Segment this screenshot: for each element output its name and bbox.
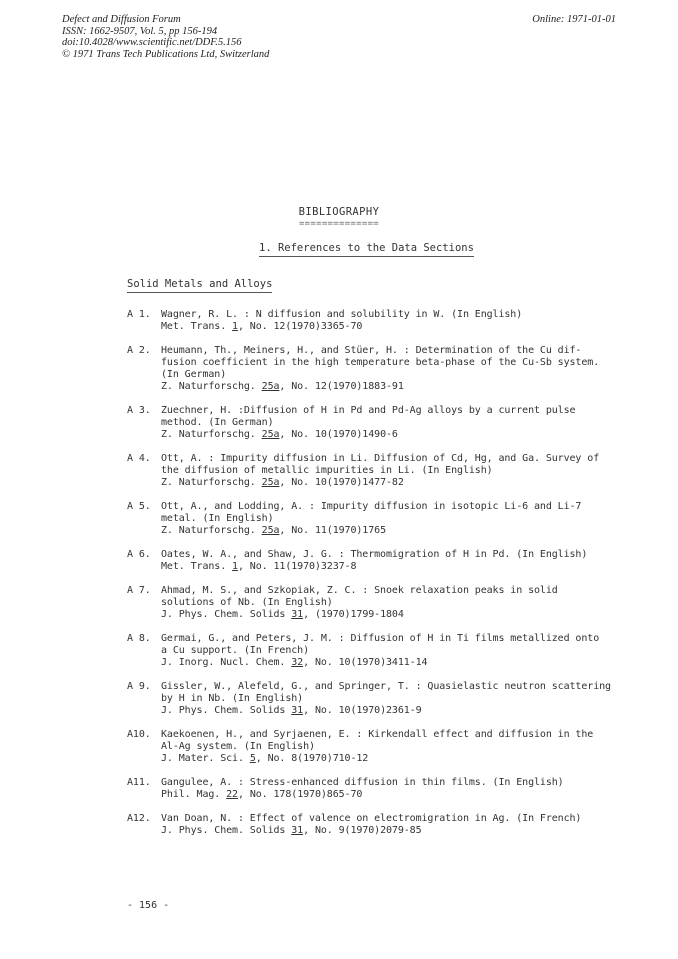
entry-text-line: fusion coefficient in the high temperature beta-phase of the Cu-Sb system. bbox=[161, 357, 600, 368]
entry-number: A 2. bbox=[127, 345, 151, 356]
reference-entry bbox=[127, 681, 611, 717]
entry-text-line: Wagner, R. L. : N diffusion and solubility in W. (In English) bbox=[161, 309, 523, 320]
copyright-line: © 1971 Trans Tech Publications Ltd, Switzerland bbox=[62, 48, 270, 60]
citation-journal: Z. Naturforschg. bbox=[161, 429, 262, 440]
entry-citation bbox=[161, 429, 607, 441]
entry-text-line: Gangulee, A. : Stress-enhanced diffusion in thin films. (In English) bbox=[161, 777, 564, 788]
citation-issue-pages: , No. 10(1970)3411-14 bbox=[303, 657, 428, 668]
journal-name: Defect and Diffusion Forum bbox=[62, 14, 181, 25]
entry-number: A12. bbox=[127, 813, 151, 824]
reference-entry bbox=[127, 633, 607, 669]
entry-citation bbox=[161, 657, 607, 669]
entry-text-line: by H in Nb. (In English) bbox=[161, 693, 304, 704]
citation-issue-pages: , No. 8(1970)710-12 bbox=[255, 753, 369, 764]
entry-citation bbox=[161, 525, 607, 537]
entry-text-line: Heumann, Th., Meiners, H., and Stüer, H. : Determination of the Cu dif- bbox=[161, 345, 582, 356]
entry-number: A10. bbox=[127, 729, 151, 740]
entry-number: A 5. bbox=[127, 501, 151, 512]
citation-volume: 31 bbox=[291, 705, 304, 716]
citation-journal: Z. Naturforschg. bbox=[161, 525, 262, 536]
entry-body bbox=[161, 309, 607, 333]
citation-volume: 25a bbox=[261, 477, 280, 488]
entry-number: A 7. bbox=[127, 585, 151, 596]
reference-entry bbox=[127, 345, 607, 393]
citation-volume: 32 bbox=[291, 657, 304, 668]
entry-citation bbox=[161, 789, 607, 801]
entry-citation bbox=[161, 609, 607, 621]
citation-volume: 5 bbox=[249, 753, 256, 764]
citation-issue-pages: , No. 9(1970)2079-85 bbox=[303, 825, 422, 836]
page-title: BIBLIOGRAPHY bbox=[298, 206, 380, 218]
entry-text-line: metal. (In English) bbox=[161, 513, 274, 524]
citation-issue-pages: , (1970)1799-1804 bbox=[303, 609, 404, 620]
entry-number: A 4. bbox=[127, 453, 151, 464]
entry-citation bbox=[161, 381, 607, 393]
entry-text-line: Van Doan, N. : Effect of valence on electromigration in Ag. (In French) bbox=[161, 813, 582, 824]
section-heading: 1. References to the Data Sections bbox=[259, 242, 474, 257]
citation-journal: J. Phys. Chem. Solids bbox=[161, 705, 292, 716]
entry-text-line: Ahmad, M. S., and Szkopiak, Z. C. : Snoek relaxation peaks in solid bbox=[161, 585, 558, 596]
reference-list bbox=[127, 309, 611, 849]
citation-issue-pages: , No. 11(1970)3237-8 bbox=[237, 561, 357, 572]
citation-issue-pages: , No. 12(1970)1883-91 bbox=[279, 381, 404, 392]
entry-body bbox=[161, 345, 607, 393]
entry-citation bbox=[161, 561, 607, 573]
entry-citation bbox=[161, 753, 607, 765]
citation-journal: Z. Naturforschg. bbox=[161, 477, 262, 488]
citation-journal: Met. Trans. bbox=[161, 321, 233, 332]
citation-volume: 25a bbox=[261, 429, 280, 440]
citation-journal: J. Phys. Chem. Solids bbox=[161, 609, 292, 620]
citation-volume: 31 bbox=[291, 609, 304, 620]
citation-volume: 1 bbox=[232, 561, 238, 572]
entry-text-line: (In German) bbox=[161, 369, 227, 380]
entry-text-line: Zuechner, H. :Diffusion of H in Pd and Pd-Ag alloys by a current pulse bbox=[161, 405, 576, 416]
entry-number: A 8. bbox=[127, 633, 151, 644]
entry-citation bbox=[161, 705, 607, 717]
title-underline: ============== bbox=[298, 219, 380, 229]
entry-text-line: Gissler, W., Alefeld, G., and Springer, T. : Quasielastic neutron scattering bbox=[161, 681, 611, 692]
journal-header bbox=[62, 14, 269, 60]
entry-text-line: Ott, A., and Lodding, A. : Impurity diffusion in isotopic Li-6 and Li-7 bbox=[161, 501, 582, 512]
entry-number: A 6. bbox=[127, 549, 151, 560]
reference-entry bbox=[127, 585, 607, 621]
citation-journal: Z. Naturforschg. bbox=[161, 381, 262, 392]
entry-text-line: a Cu support. (In French) bbox=[161, 645, 310, 656]
entry-text-line: Kaekoenen, H., and Syrjaenen, E. : Kirkendall effect and diffusion in the bbox=[161, 729, 594, 740]
citation-volume: 1 bbox=[232, 321, 238, 332]
reference-entry bbox=[127, 729, 607, 765]
doi-link[interactable]: doi:10.4028/www.scientific.net/DDF.5.156 bbox=[62, 37, 242, 48]
online-date: Online: 1971-01-01 bbox=[532, 14, 616, 25]
citation-volume: 31 bbox=[291, 825, 304, 836]
entry-citation bbox=[161, 477, 607, 489]
entry-body bbox=[161, 549, 607, 573]
entry-text-line: Al-Ag system. (In English) bbox=[161, 741, 315, 752]
entry-body bbox=[161, 405, 607, 441]
reference-entry bbox=[127, 309, 607, 333]
entry-citation bbox=[161, 825, 607, 837]
citation-journal: Met. Trans. bbox=[161, 561, 233, 572]
entry-text-line: Oates, W. A., and Shaw, J. G. : Thermomigration of H in Pd. (In English) bbox=[161, 549, 588, 560]
citation-volume: 22 bbox=[226, 789, 238, 800]
citation-volume: 25a bbox=[261, 525, 280, 536]
reference-entry bbox=[127, 777, 607, 801]
entry-body bbox=[161, 813, 607, 837]
citation-issue-pages: , No. 178(1970)865-70 bbox=[237, 789, 363, 800]
entry-text-line: method. (In German) bbox=[161, 417, 274, 428]
entry-number: A 9. bbox=[127, 681, 151, 692]
entry-body bbox=[161, 453, 607, 489]
entry-text-line: Germai, G., and Peters, J. M. : Diffusion of H in Ti films metallized onto bbox=[161, 633, 600, 644]
entry-text-line: Ott, A. : Impurity diffusion in Li. Diffusion of Cd, Hg, and Ga. Survey of bbox=[161, 453, 600, 464]
citation-issue-pages: , No. 10(1970)2361-9 bbox=[303, 705, 422, 716]
entry-body bbox=[161, 681, 611, 717]
entry-number: A 3. bbox=[127, 405, 151, 416]
citation-journal: J. Phys. Chem. Solids bbox=[161, 825, 292, 836]
reference-entry bbox=[127, 453, 607, 489]
citation-journal: J. Inorg. Nucl. Chem. bbox=[161, 657, 292, 668]
reference-entry bbox=[127, 813, 607, 837]
entry-text-line: the diffusion of metallic impurities in Li. (In English) bbox=[161, 465, 493, 476]
citation-issue-pages: , No. 10(1970)1477-82 bbox=[279, 477, 404, 488]
entry-body bbox=[161, 729, 607, 765]
subsection-heading: Solid Metals and Alloys bbox=[127, 278, 272, 293]
entry-text-line: solutions of Nb. (In English) bbox=[161, 597, 333, 608]
reference-entry bbox=[127, 549, 607, 573]
issn-line: ISSN: 1662-9507, Vol. 5, pp 156-194 bbox=[62, 25, 218, 37]
citation-issue-pages: , No. 11(1970)1765 bbox=[279, 525, 386, 536]
citation-issue-pages: , No. 12(1970)3365-70 bbox=[237, 321, 363, 332]
citation-journal: Phil. Mag. bbox=[161, 789, 227, 800]
citation-issue-pages: , No. 10(1970)1490-6 bbox=[279, 429, 398, 440]
citation-volume: 25a bbox=[261, 381, 280, 392]
page-number: - 156 - bbox=[127, 900, 170, 911]
entry-citation bbox=[161, 321, 607, 333]
reference-entry bbox=[127, 501, 607, 537]
reference-entry bbox=[127, 405, 607, 441]
entry-body bbox=[161, 633, 607, 669]
entry-number: A 1. bbox=[127, 309, 151, 320]
entry-body bbox=[161, 777, 607, 801]
entry-number: A11. bbox=[127, 777, 151, 788]
entry-body bbox=[161, 501, 607, 537]
citation-journal: J. Mater. Sci. bbox=[161, 753, 250, 764]
entry-body bbox=[161, 585, 607, 621]
